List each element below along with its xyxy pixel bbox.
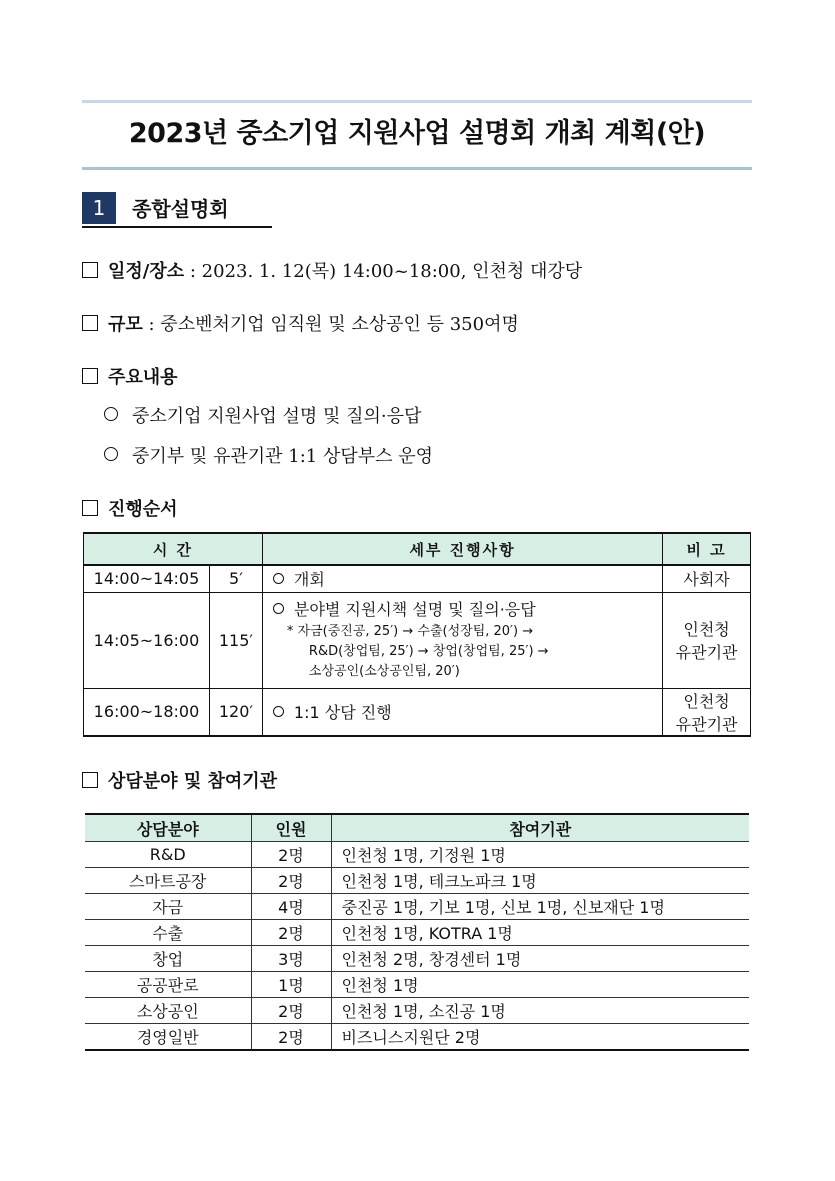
row-note-line: 인천청 <box>683 691 730 711</box>
header-note: 비 고 <box>663 533 751 565</box>
page-title: 2023년 중소기업 지원사업 설명회 개최 계획(안) <box>128 118 706 149</box>
row-detail <box>262 592 662 688</box>
table-row <box>85 842 749 868</box>
table-row <box>85 946 749 972</box>
row-note <box>663 592 751 688</box>
circle-bullet-icon <box>104 447 118 461</box>
checkbox-square-icon <box>82 315 98 331</box>
scale-label: 규모 <box>108 314 143 335</box>
row-people: 2명 <box>251 998 331 1024</box>
checkbox-square-icon <box>82 772 98 788</box>
row-duration: 115′ <box>209 592 262 688</box>
row-orgs: 인천청 2명, 창경센터 1명 <box>331 946 749 972</box>
circle-bullet-icon <box>273 573 284 584</box>
table-header-row <box>84 533 751 565</box>
table-row <box>84 565 751 592</box>
row-detail <box>262 565 662 592</box>
row-people: 3명 <box>251 946 331 972</box>
row-orgs: 인천청 1명, 테크노파크 1명 <box>331 868 749 894</box>
table-row <box>84 592 751 688</box>
table-row <box>85 1024 749 1051</box>
schedule-label: 일정/장소 <box>108 261 185 282</box>
scale-line <box>82 311 519 339</box>
row-people: 2명 <box>251 842 331 868</box>
row-people: 4명 <box>251 894 331 920</box>
row-orgs: 인천청 1명 <box>331 972 749 998</box>
row-detail-sub: 소상공인(소상공인팀, 20′) <box>308 664 460 679</box>
title-banner <box>82 100 752 170</box>
consult-line <box>82 768 277 796</box>
row-field: 창업 <box>85 946 251 972</box>
content-label: 주요내용 <box>108 367 178 388</box>
row-field: 경영일반 <box>85 1024 251 1051</box>
checkbox-square-icon <box>82 262 98 278</box>
row-field: 스마트공장 <box>85 868 251 894</box>
row-detail <box>262 688 662 736</box>
content-item-2 <box>104 443 433 471</box>
content-item-text: 중소기업 지원사업 설명 및 질의·응답 <box>132 406 422 427</box>
header-field: 상담분야 <box>85 814 251 842</box>
row-orgs: 비즈니스지원단 2명 <box>331 1024 749 1051</box>
header-orgs: 참여기관 <box>331 814 749 842</box>
row-detail-sub: * 자금(중진공, 25′) → 수출(성장팀, 20′) → <box>286 624 534 639</box>
table-row <box>84 688 751 736</box>
row-note-line: 인천청 <box>683 620 730 639</box>
checkbox-square-icon <box>82 368 98 384</box>
schedule-value: : 2023. 1. 12(목) 14:00~18:00, 인천청 대강당 <box>189 261 583 282</box>
schedule-table <box>83 532 751 737</box>
table-row <box>85 894 749 920</box>
circle-bullet-icon <box>273 706 284 717</box>
table-row <box>85 972 749 998</box>
consult-table <box>85 813 749 1051</box>
header-detail: 세부 진행사항 <box>262 533 662 565</box>
row-people: 2명 <box>251 1024 331 1051</box>
section-title: 종합설명회 <box>132 197 229 221</box>
order-line <box>82 496 178 524</box>
section-number: 1 <box>82 192 116 224</box>
row-detail-sub: R&D(창업팀, 25′) → 창업(창업팀, 25′) → <box>308 644 549 659</box>
row-field: 자금 <box>85 894 251 920</box>
schedule-line <box>82 258 582 286</box>
table-row <box>85 920 749 946</box>
header-time: 시 간 <box>84 533 263 565</box>
row-people: 2명 <box>251 920 331 946</box>
content-item-1 <box>104 403 421 431</box>
table-header-row <box>85 814 749 842</box>
row-time: 14:00~14:05 <box>84 565 210 592</box>
row-orgs: 인천청 1명, 기정원 1명 <box>331 842 749 868</box>
circle-bullet-icon <box>104 407 118 421</box>
row-time: 14:05~16:00 <box>84 592 210 688</box>
row-note-line: 유관기관 <box>675 643 738 662</box>
row-time: 16:00~18:00 <box>84 688 210 736</box>
row-detail-text: 분야별 지원시책 설명 및 질의·응답 <box>293 600 536 619</box>
section-header <box>82 192 272 228</box>
order-label: 진행순서 <box>108 499 178 520</box>
row-field: R&D <box>85 842 251 868</box>
scale-value: : 중소벤처기업 임직원 및 소상공인 등 350여명 <box>148 314 519 335</box>
row-duration: 120′ <box>209 688 262 736</box>
row-field: 수출 <box>85 920 251 946</box>
table-row <box>85 868 749 894</box>
row-orgs: 인천청 1명, 소진공 1명 <box>331 998 749 1024</box>
checkbox-square-icon <box>82 500 98 516</box>
row-note-line: 유관기관 <box>675 714 738 734</box>
row-people: 1명 <box>251 972 331 998</box>
row-people: 2명 <box>251 868 331 894</box>
consult-label: 상담분야 및 참여기관 <box>108 771 278 792</box>
circle-bullet-icon <box>273 603 284 614</box>
header-people: 인원 <box>251 814 331 842</box>
content-line <box>82 364 178 392</box>
row-field: 소상공인 <box>85 998 251 1024</box>
row-orgs: 중진공 1명, 기보 1명, 신보 1명, 신보재단 1명 <box>331 894 749 920</box>
row-detail-text: 개회 <box>293 570 325 590</box>
row-orgs: 인천청 1명, KOTRA 1명 <box>331 920 749 946</box>
row-detail-text: 1:1 상담 진행 <box>293 703 392 722</box>
content-item-text: 중기부 및 유관기관 1:1 상담부스 운영 <box>132 446 434 467</box>
row-note <box>663 688 751 736</box>
row-duration: 5′ <box>209 565 262 592</box>
row-note: 사회자 <box>663 565 751 592</box>
row-field: 공공판로 <box>85 972 251 998</box>
table-row <box>85 998 749 1024</box>
